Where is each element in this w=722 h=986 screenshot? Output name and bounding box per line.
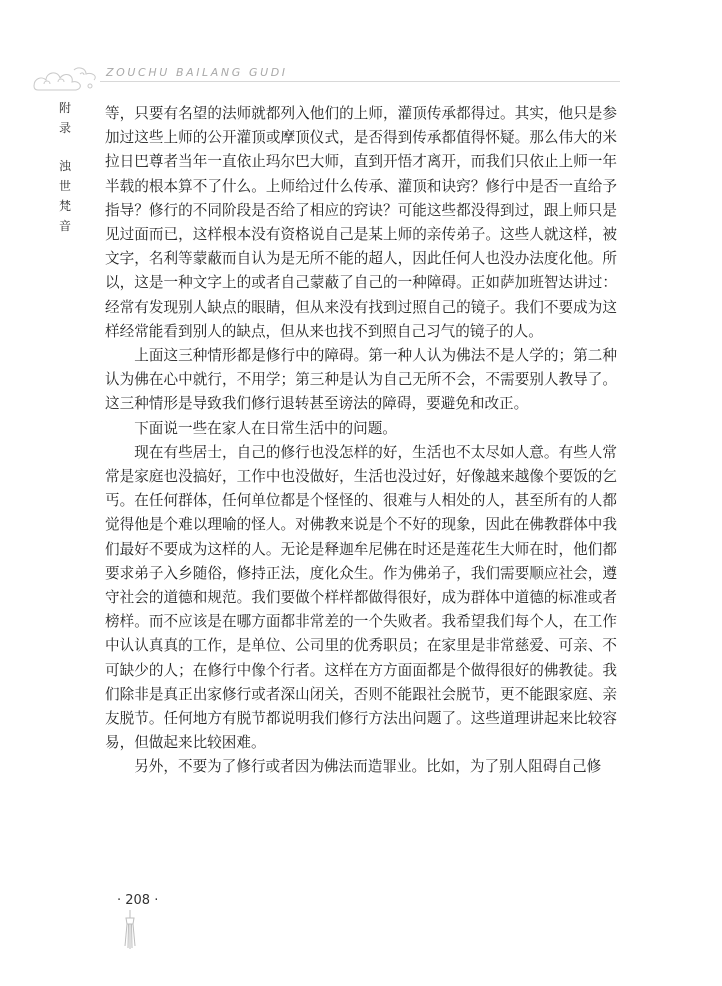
- side-label-char: 音: [58, 219, 71, 233]
- paragraph: 现在有些居士，自己的修行也没怎样的好，生活也不太尽如人意。有些人常常是家庭也没搞好，工作中也没做好，生活也没过好，好像越来越像个要饭的乞丐。在任何群体，任何单位都是个怪怪的、很难与人相处的人，甚至所有的人都觉得他是个难以理喻的怪人。对佛教来说是个不好的现象，因此在佛教群体中我们最好不要成为这样的人。无论是释迦牟尼佛在时还是莲花生大师在时，他们都要求弟子入乡随俗，修持正法，度化众生。作为佛弟子，我们需要顺应社会，遵守社会的道德和规范。我们要做个样样都做得很好，成为群体中道德的标准或者榜样。而不应该是在哪方面都非常差的一个失败者。我希望我们每个人，在工作中认认真真的工作，是单位、公司里的优秀职员；在家里是非常慈爱、可亲、不可缺少的人；在修行中像个行者。这样在方方面面都是个做得很好的佛教徒。我们除非是真正出家修行或者深山闭关，否则不能跟社会脱节，更不能跟家庭、亲友脱节。任何地方有脱节都说明我们修行方法出问题了。这些道理讲起来比较容易，但做起来比较困难。: [105, 443, 617, 752]
- side-label-char: 世: [58, 179, 71, 193]
- side-label-char: 录: [58, 121, 71, 135]
- page-number: · 208 ·: [117, 893, 159, 908]
- page-body: [105, 102, 617, 780]
- paragraph: 等，只要有名望的法师就都列入他们的上师，灌顶传承都得过。其实，他只是参加过这些上师的公开灌顶或摩顶仪式，是否得到传承都值得怀疑。那么伟大的米拉日巴尊者当年一直依止玛尔巴大师，直到开悟才离开，而我们只依止上师一年半载的根本算不了什么。上师给过什么传承、灌顶和诀窍？修行中是否一直给予指导？修行的不同阶段是否给了相应的窍诀？可能这些都没得到过，跟上师只是见过面而已，这样根本没有资格说自己是某上师的亲传弟子。这些人就这样，被文字，名利等蒙蔽而自认为是无所不能的超人，因此任何人也没办法度化他。所以，这是一种文字上的或者自己蒙蔽了自己的一种障碍。正如萨加班智达讲过：经常有发现别人缺点的眼睛，但从来没有找到过照自己的镜子。我们不要成为这样经常能看到别人的缺点，但从来也找不到照自己习气的镜子的人。: [105, 105, 617, 340]
- header-rule: [100, 81, 620, 82]
- running-header-title: ZOUCHU BAILANG GUDI: [106, 66, 288, 79]
- paragraph: 下面说一些在家人在日常生活中的问题。: [134, 419, 397, 437]
- side-label-char: 梵: [58, 199, 71, 213]
- paragraph: 另外，不要为了修行或者因为佛法而造罪业。比如，为了别人阻碍自己修: [134, 758, 602, 776]
- cloud-ornament-icon: [30, 62, 102, 96]
- side-chapter-label: [57, 100, 73, 238]
- side-label-char: 浊: [58, 159, 71, 173]
- side-label-char: 附: [58, 101, 71, 115]
- tassel-icon: [120, 910, 140, 950]
- paragraph: 上面这三种情形都是修行中的障碍。第一种人认为佛法不是人学的；第二种认为佛在心中就行，不用学；第三种是认为自己无所不会，不需要别人教导了。这三种情形是导致我们修行退转甚至谤法的障碍，要避免和改正。: [105, 347, 617, 413]
